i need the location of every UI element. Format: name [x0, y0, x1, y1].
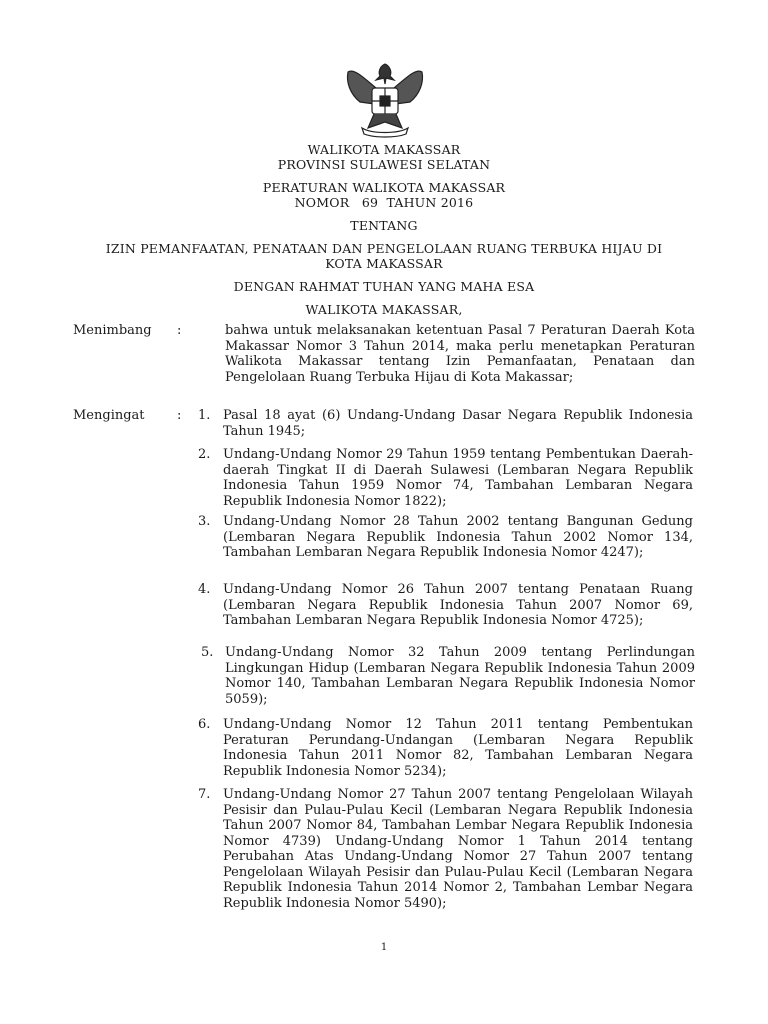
mengingat-label: Mengingat: [73, 408, 145, 423]
menimbang-label: Menimbang: [73, 323, 152, 338]
regulation-number: NOMOR 69 TAHUN 2016: [294, 195, 474, 210]
garuda-emblem-icon: [340, 58, 430, 144]
item-number: 7.: [198, 787, 211, 802]
list-item: Undang-Undang Nomor 28 Tahun 2002 tentang Bangunan Gedung (Lembaran Negara Republik Indonesia Tahun 2002 Nomor 134, Tambahan Lembaran Negara Republik Indonesia Nomor 4247);: [223, 514, 693, 560]
item-number: 1.: [198, 408, 211, 423]
item-number: 4.: [198, 582, 211, 597]
list-item: Pasal 18 ayat (6) Undang-Undang Dasar Negara Republik Indonesia Tahun 1945;: [223, 408, 693, 439]
authority-line: WALIKOTA MAKASSAR,: [305, 302, 463, 317]
item-number: 5.: [201, 645, 214, 660]
item-number: 6.: [198, 717, 211, 732]
item-number: 3.: [198, 514, 211, 529]
list-item: Undang-Undang Nomor 32 Tahun 2009 tentang Perlindungan Lingkungan Hidup (Lembaran Negara Republik Indonesia Tahun 2009 Nomor 140, Tambahan Lembaran Negara Republik Indonesia Nomor 5059);: [225, 645, 695, 707]
list-item: Undang-Undang Nomor 27 Tahun 2007 tentang Pengelolaan Wilayah Pesisir dan Pulau-Pulau Kecil (Lembaran Negara Republik Indonesia Tahun 2007 Nomor 84, Tambahan Lembar Negara Republik Indonesia Nomor 4739) Undang-Undang Nomor 1 Tahun 2014 tentang Perubahan Atas Undang-Undang Nomor 27 Tahun 2007 tentang Pengelolaan Wilayah Pesisir dan Pulau-Pulau Kecil (Lembaran Negara Republik Indonesia Tahun 2014 Nomor 2, Tambahan Lembar Negara Republik Indonesia Nomor 5490);: [223, 787, 693, 911]
item-number: 2.: [198, 447, 211, 462]
mengingat-colon: :: [177, 408, 182, 423]
regulation-title: PERATURAN WALIKOTA MAKASSAR: [262, 180, 506, 195]
blessing-line: DENGAN RAHMAT TUHAN YANG MAHA ESA: [233, 279, 535, 294]
subject-line-1: IZIN PEMANFAATAN, PENATAAN DAN PENGELOLAAN RUANG TERBUKA HIJAU DI: [105, 241, 663, 256]
header-line-walikota: WALIKOTA MAKASSAR: [307, 142, 461, 157]
subject-line-2: KOTA MAKASSAR: [325, 256, 443, 271]
menimbang-text: bahwa untuk melaksanakan ketentuan Pasal 7 Peraturan Daerah Kota Makassar Nomor 3 Tahun 2014, maka perlu menetapkan Peraturan Walikota Makassar tentang Izin Pemanfaatan, Penataan dan Pengelolaan Ruang Terbuka Hijau di Kota Makassar;: [225, 323, 695, 385]
page-number: 1: [380, 942, 388, 953]
list-item: Undang-Undang Nomor 12 Tahun 2011 tentang Pembentukan Peraturan Perundang-Undangan (Lembaran Negara Republik Indonesia Tahun 2011 Nomor 82, Tambahan Lembaran Negara Republik Indonesia Nomor 5234);: [223, 717, 693, 779]
list-item: Undang-Undang Nomor 29 Tahun 1959 tentang Pembentukan Daerah-daerah Tingkat II di Daerah Sulawesi (Lembaran Negara Republik Indonesia Tahun 1959 Nomor 74, Tambahan Lembaran Negara Republik Indonesia Nomor 1822);: [223, 447, 693, 509]
menimbang-colon: :: [177, 323, 182, 338]
header-line-provinsi: PROVINSI SULAWESI SELATAN: [277, 157, 491, 172]
list-item: Undang-Undang Nomor 26 Tahun 2007 tentang Penataan Ruang (Lembaran Negara Republik Indonesia Tahun 2007 Nomor 69, Tambahan Lembaran Negara Republik Indonesia Nomor 4725);: [223, 582, 693, 628]
about-heading: TENTANG: [350, 218, 418, 233]
